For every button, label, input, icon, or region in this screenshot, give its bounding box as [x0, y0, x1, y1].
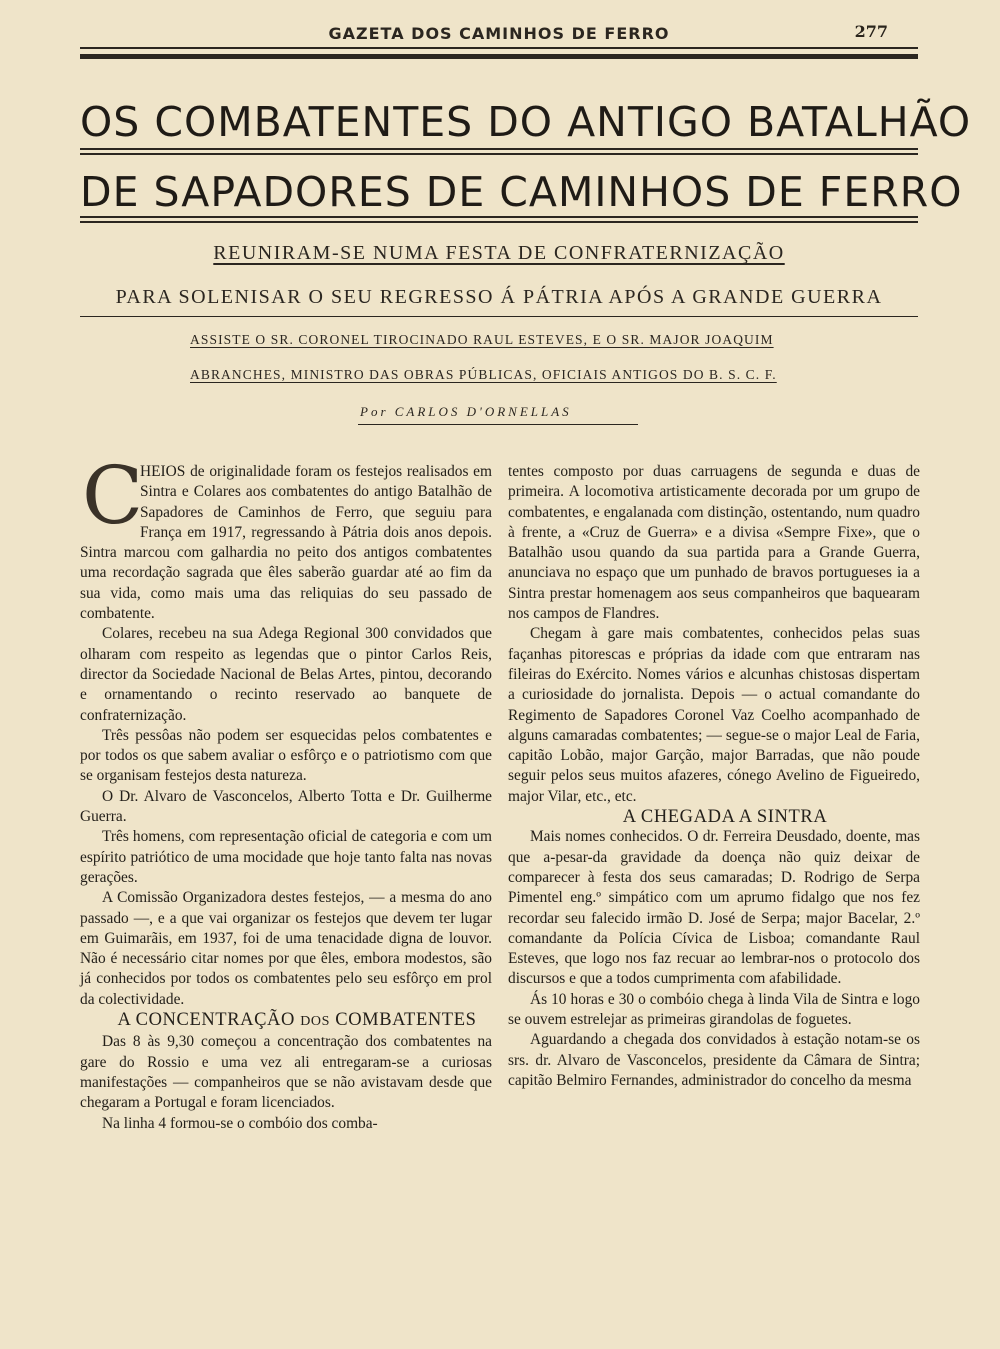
paragraph: Aguardando a chegada dos convidados à estação notam-se os srs. dr. Alvaro de Vasconcelos, presidente da Câmara de Sintra; capitão Belmiro Fernandes, administrador do concelho da mesma — [508, 1031, 920, 1089]
section-heading-part: DOS — [300, 1014, 331, 1030]
deck-line-1-text: ASSISTE O SR. CORONEL TIROCINADO RAUL ESTEVES, E O SR. MAJOR JOAQUIM — [190, 332, 774, 347]
lead-word: HEIOS — [140, 463, 186, 480]
subhead-rule — [80, 316, 918, 317]
paragraph: A Comissão Organizadora destes festejos, — a mesma do ano passado —, e a que vai organizar os festejos que devem ter lugar em Guimarãis, em 1937, foi de uma tenacidade digna de louvor. Não é necessário citar nomes por que êles, embora modestos, são já conhecidos por todos os combatentes pelo seu esfôrço em prol da colectividade. — [80, 889, 492, 1008]
subhead-2: PARA SOLENISAR O SEU REGRESSO Á PÁTRIA APÓS A GRANDE GUERRA — [115, 286, 883, 308]
paragraph: tentes composto por duas carruagens de segunda e duas de primeira. A locomotiva artisticamente decorada por um grupo de combatentes, e engalanada com distinção, ostentando, num quadro à frente, a «Cruz de Guerra» e a divisa «Sempre Fixe», que o Batalhão usou quando da sua partida para a Grande Guerra, anunciava no espaço que um punhado de bravos portugueses ia a Sintra prestar homenagem aos seus companheiros que baquearam nos campos de Flandres. — [508, 463, 920, 623]
headline-line-2: DE SAPADORES DE CAMINHOS DE FERRO — [80, 168, 963, 216]
paragraph: Ás 10 horas e 30 o combóio chega à linda Vila de Sintra e logo se ouvem estrelejar as primeiras girandolas de foguetes. — [508, 990, 920, 1029]
headline-rule — [80, 216, 918, 218]
subhead-1 — [80, 242, 918, 265]
paragraph: Chegam à gare mais combatentes, conhecidos pelas suas façanhas pitorescas e próprias da idade com que entraram nas fileiras do Exército. Nomes vários e alcunhas chistosas dispertam a curiosidade do jornalista. Depois — o actual comandante do Regimento de Sapadores Coronel Vaz Coelho acompanhado de alguns camaradas combatentes; — segue-se o major Leal de Faria, capitão Lobão, major Garção, major Barradas, que não poude seguir pelos seus muitos afazeres, cónego Avelino de Figueiredo, major Vilar, etc., etc. — [508, 625, 920, 805]
headline-rule — [80, 153, 918, 155]
running-header — [80, 20, 918, 60]
paragraph: Na linha 4 formou-se o combóio dos comba- — [102, 1114, 378, 1132]
paragraph-text: de originalidade foram os festejos realisados em Sintra e Colares aos combatentes do antigo Batalhão de Sapadores de Caminhos de Ferro, que seguiu para França em 1917, regressando à Pátria dois anos depois. Sintra marcou com galhardia no peito dos antigos combatentes uma recordação sagrada que êles saberão guardar até ao fim da sua vida, como mais uma das reliquias do seu passado de combatente. — [80, 463, 492, 623]
section-heading-part: A CONCENTRAÇÃO — [117, 1010, 295, 1031]
section-heading — [80, 1010, 492, 1032]
section-heading: A CHEGADA A SINTRA — [622, 807, 828, 828]
headline-rule — [80, 221, 918, 223]
byline-rule — [358, 424, 638, 425]
paragraph: O Dr. Alvaro de Vasconcelos, Alberto Totta e Dr. Guilherme Guerra. — [80, 787, 492, 826]
paragraph: Das 8 às 9,30 começou a concentração dos combatentes na gare do Rossio e uma vez ali entregaram-se a curiosas manifestações — companheiros que se não avistavam desde que chegaram a Portugal e foram licenciados. — [80, 1033, 492, 1112]
deck-line-1 — [190, 332, 810, 348]
header-rule-thick — [80, 54, 918, 59]
paragraph: Colares, recebeu na sua Adega Regional 300 convidados que olharam com respeito as legendas que o pintor Carlos Reis, director da Sociedade Nacional de Belas Artes, pintou, decorando e ornamentando o recinto reservado ao banquete de confraternização. — [80, 625, 492, 724]
header-rule — [80, 47, 918, 49]
subhead-1-text: REUNIRAM-SE NUMA FESTA DE CONFRATERNIZAÇÃO — [213, 242, 785, 264]
right-column — [508, 462, 920, 1091]
periodical-title: GAZETA DOS CAMINHOS DE FERRO — [328, 24, 670, 43]
deck-line-2-text: ABRANCHES, MINISTRO DAS OBRAS PÚBLICAS, OFICIAIS ANTIGOS DO B. S. C. F. — [190, 367, 777, 382]
headline-rule — [80, 148, 918, 150]
page-number: 277 — [854, 22, 888, 41]
paragraph: Três homens, com representação oficial de categoria e com um espírito patriótico de uma mocidade que hoje tanto falta nas novas gerações. — [80, 828, 492, 886]
deck-line-2 — [190, 367, 810, 383]
headline-line-1: OS COMBATENTES DO ANTIGO BATALHÃO — [80, 98, 972, 146]
left-column — [80, 449, 492, 1134]
byline: Por CARLOS D'ORNELLAS — [360, 404, 572, 419]
paragraph: Mais nomes conhecidos. O dr. Ferreira Deusdado, doente, mas que a-pesar-da gravidade da doença não quiz deixar de comparecer à festa dos seus camaradas; D. Rodrigo de Serpa Pimentel eng.º simpático com um aprumo fidalgo que nos fez recordar seu falecido irmão D. José de Serpa; major Bacelar, 2.º comandante da Polícia Cívica de Lisboa; comandante Raul Esteves, que logo nos faz recuar ao lembrar-nos o protocolo dos discursos e que a todos cumprimenta com afabilidade. — [508, 828, 920, 988]
drop-cap: C — [82, 449, 144, 542]
paragraph: Três pessôas não podem ser esquecidas pelos combatentes e por todos os que sabem avaliar o esfôrço e o patriotismo com que se organisam festejos desta natureza. — [80, 726, 492, 785]
paragraph — [80, 449, 492, 624]
section-heading-part: COMBATENTES — [335, 1010, 477, 1031]
